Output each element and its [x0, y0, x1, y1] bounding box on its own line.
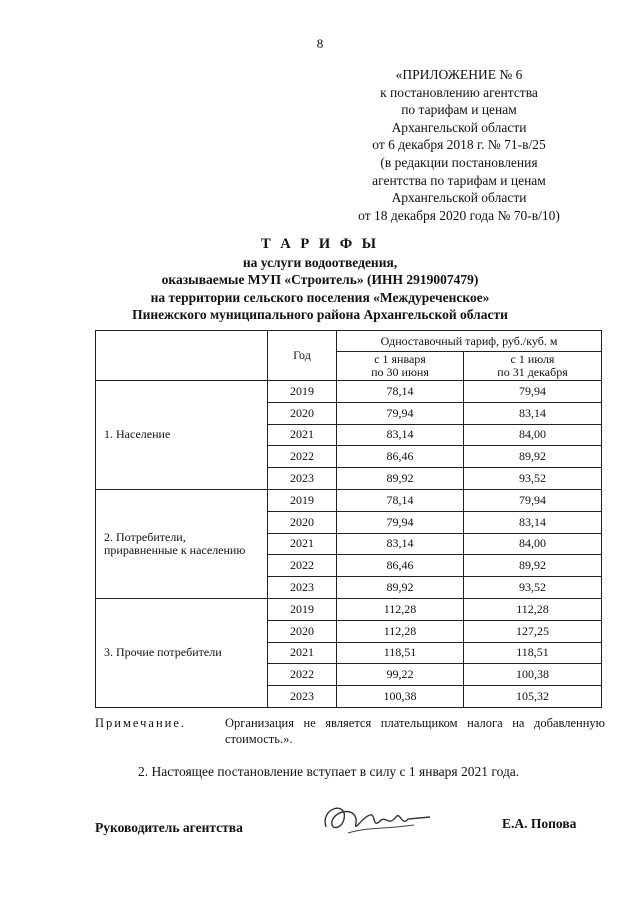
appendix-line: от 6 декабря 2018 г. № 71-в/25: [372, 137, 546, 153]
tariff-first-half-cell: 78,14: [337, 489, 464, 511]
category-cell: 1. Население: [96, 381, 268, 490]
tariff-first-half-cell: 89,92: [337, 468, 464, 490]
header-period-2: с 1 июля по 31 декабря: [464, 352, 602, 381]
appendix-line: «ПРИЛОЖЕНИЕ № 6: [395, 67, 523, 82]
tariffs-table: [95, 330, 602, 708]
tariff-second-half-cell: 89,92: [464, 446, 602, 468]
appendix-line: (в редакции постановления: [380, 154, 538, 170]
year-cell: 2023: [268, 577, 337, 599]
title-line: Пинежского муниципального района Архангельской области: [132, 307, 508, 322]
tariff-second-half-cell: 89,92: [464, 555, 602, 577]
header-category-blank: [96, 331, 268, 381]
title-line: на услуги водоотведения,: [242, 254, 398, 270]
signatory-name: Е.А. Попова: [502, 816, 577, 831]
tariff-second-half-cell: 112,28: [464, 598, 602, 620]
tariff-first-half-cell: 99,22: [337, 664, 464, 686]
page-number: 8: [316, 36, 324, 51]
tariff-first-half-cell: 118,51: [337, 642, 464, 664]
appendix-line: Архангельской области: [391, 119, 527, 135]
appendix-line: по тарифам и ценам: [401, 102, 517, 118]
tariff-second-half-cell: 105,32: [464, 686, 602, 708]
table-row: [96, 598, 602, 620]
year-cell: 2019: [268, 381, 337, 403]
tariff-second-half-cell: 127,25: [464, 620, 602, 642]
year-cell: 2022: [268, 555, 337, 577]
year-cell: 2022: [268, 446, 337, 468]
tariff-second-half-cell: 84,00: [464, 424, 602, 446]
note: [95, 715, 605, 747]
header-period-1: с 1 января по 30 июня: [337, 352, 464, 381]
document-title: [0, 236, 640, 324]
year-cell: 2021: [268, 642, 337, 664]
note-label: Примечание.: [95, 716, 187, 730]
year-cell: 2020: [268, 511, 337, 533]
appendix-reference: [336, 66, 582, 224]
year-cell: 2021: [268, 533, 337, 555]
year-cell: 2022: [268, 664, 337, 686]
appendix-line: от 18 декабря 2020 года № 70-в/10): [358, 207, 560, 223]
tariff-second-half-cell: 83,14: [464, 511, 602, 533]
tariff-second-half-cell: 118,51: [464, 642, 602, 664]
year-cell: 2019: [268, 489, 337, 511]
tariff-first-half-cell: 79,94: [337, 511, 464, 533]
tariff-first-half-cell: 78,14: [337, 381, 464, 403]
tariff-first-half-cell: 100,38: [337, 686, 464, 708]
tariff-second-half-cell: 93,52: [464, 468, 602, 490]
tariff-second-half-cell: 100,38: [464, 664, 602, 686]
appendix-line: к постановлению агентства: [380, 84, 538, 100]
title-line: оказываемые МУП «Строитель» (ИНН 2919007479): [161, 272, 479, 287]
title-line: на территории сельского поселения «Междуреченское»: [150, 289, 490, 305]
title-heading: Т А Р И Ф Ы: [260, 236, 380, 252]
appendix-line: агентства по тарифам и ценам: [372, 172, 546, 188]
category-cell: 2. Потребители, приравненные к населению: [96, 489, 268, 598]
header-tariff: Одноставочный тариф, руб./куб. м: [337, 331, 602, 352]
year-cell: 2020: [268, 402, 337, 424]
tariff-first-half-cell: 83,14: [337, 424, 464, 446]
tariff-first-half-cell: 86,46: [337, 555, 464, 577]
tariff-second-half-cell: 79,94: [464, 489, 602, 511]
appendix-line: Архангельской области: [391, 190, 527, 206]
tariff-first-half-cell: 112,28: [337, 620, 464, 642]
tariff-first-half-cell: 83,14: [337, 533, 464, 555]
tariff-first-half-cell: 112,28: [337, 598, 464, 620]
header-year: Год: [268, 331, 337, 381]
tariff-first-half-cell: 79,94: [337, 402, 464, 424]
handwritten-signature: [318, 797, 438, 841]
year-cell: 2019: [268, 598, 337, 620]
table-row: [96, 489, 602, 511]
note-text: Организация не является плательщиком налога на добавленную стоимость.».: [225, 716, 605, 746]
tariff-second-half-cell: 93,52: [464, 577, 602, 599]
year-cell: 2023: [268, 686, 337, 708]
tariff-first-half-cell: 89,92: [337, 577, 464, 599]
table-row: [96, 381, 602, 403]
effective-date-clause: 2. Настоящее постановление вступает в силу с 1 января 2021 года.: [138, 764, 520, 779]
year-cell: 2023: [268, 468, 337, 490]
year-cell: 2021: [268, 424, 337, 446]
tariff-second-half-cell: 84,00: [464, 533, 602, 555]
category-cell: 3. Прочие потребители: [96, 598, 268, 707]
tariff-second-half-cell: 83,14: [464, 402, 602, 424]
year-cell: 2020: [268, 620, 337, 642]
tariff-second-half-cell: 79,94: [464, 381, 602, 403]
tariff-first-half-cell: 86,46: [337, 446, 464, 468]
signatory-position: Руководитель агентства: [95, 820, 243, 835]
